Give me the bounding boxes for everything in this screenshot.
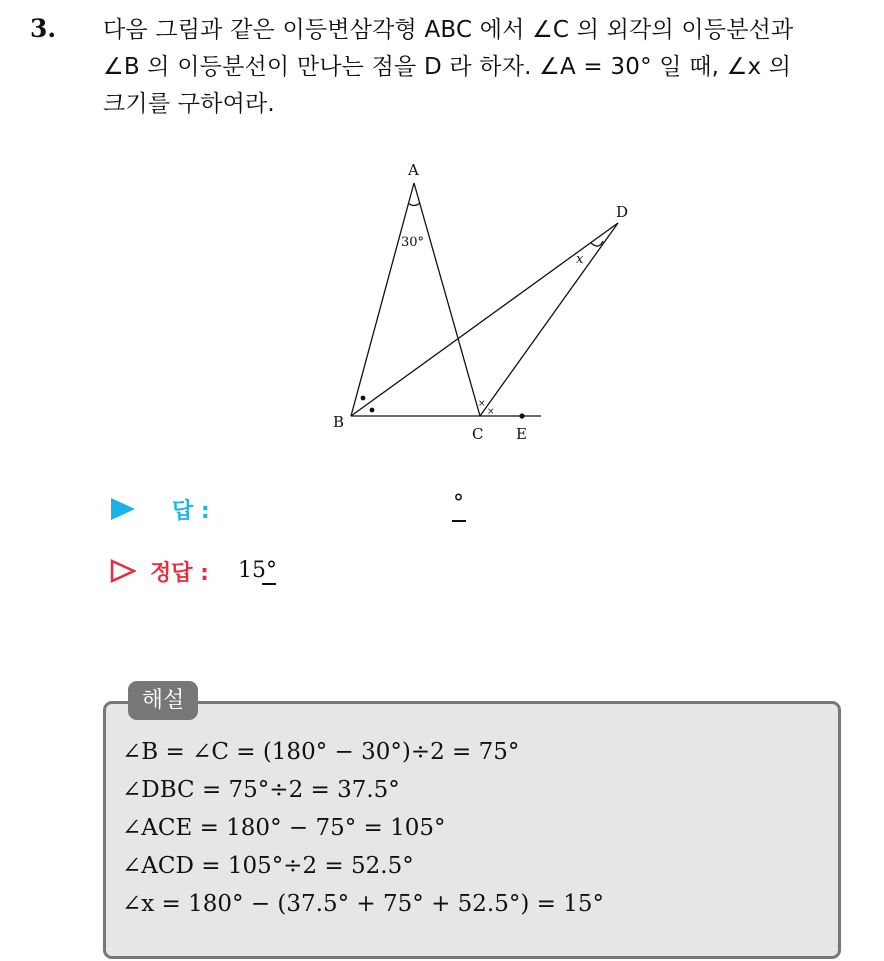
correct-value-number: 15 xyxy=(238,558,266,583)
angle-a-label: 30° xyxy=(401,235,425,250)
angle-b-dot-2 xyxy=(370,408,375,413)
angle-b-dot-1 xyxy=(361,396,366,401)
angle-c-mark-2: × xyxy=(487,407,495,417)
correct-answer-underline xyxy=(262,583,276,585)
question-line-2: ∠B 의 이등분선이 만나는 점을 D 라 하자. ∠A = 30° 일 때, ∠x 의 xyxy=(103,54,792,80)
answer-degree-mark: ° xyxy=(453,491,464,516)
label-d: D xyxy=(616,203,629,221)
correct-answer-label: 정답 : xyxy=(150,561,209,586)
play-triangle-icon xyxy=(110,497,136,521)
question-line-3: 크기를 구하여라. xyxy=(103,91,275,117)
angle-x-arc xyxy=(591,241,603,246)
angle-a-arc xyxy=(408,203,420,206)
point-e-dot xyxy=(519,413,524,418)
label-b: B xyxy=(333,413,345,431)
answer-label: 답 : xyxy=(172,499,210,524)
solution-line-3: ∠ACE = 180° − 75° = 105° xyxy=(122,815,446,841)
solution-lines xyxy=(122,733,604,923)
segment-ac xyxy=(414,183,480,416)
correct-value-degree: ° xyxy=(266,558,277,583)
angle-c-mark-1: × xyxy=(478,399,486,409)
angle-x-label: x xyxy=(576,252,584,267)
label-c: C xyxy=(472,425,484,443)
question-line-1: 다음 그림과 같은 이등변삼각형 ABC 에서 ∠C 의 외각의 이등분선과 xyxy=(103,17,794,43)
question-text xyxy=(103,12,863,123)
solution-line-5: ∠x = 180° − (37.5° + 75° + 52.5°) = 15° xyxy=(122,891,605,917)
solution-line-2: ∠DBC = 75°÷2 = 37.5° xyxy=(122,777,400,803)
correct-answer-value xyxy=(238,558,277,583)
label-e: E xyxy=(516,425,527,443)
segment-ab xyxy=(351,183,414,416)
solution-tag: 해설 xyxy=(128,681,198,720)
solution-line-4: ∠ACD = 105°÷2 = 52.5° xyxy=(122,853,414,879)
outline-triangle-icon xyxy=(110,559,136,583)
segment-cd xyxy=(480,223,618,416)
question-number: 3. xyxy=(30,14,57,43)
solution-line-1: ∠B = ∠C = (180° − 30°)÷2 = 75° xyxy=(122,739,520,765)
segment-bd xyxy=(351,223,618,416)
label-a: A xyxy=(408,161,419,179)
answer-input-underline[interactable] xyxy=(452,520,466,522)
